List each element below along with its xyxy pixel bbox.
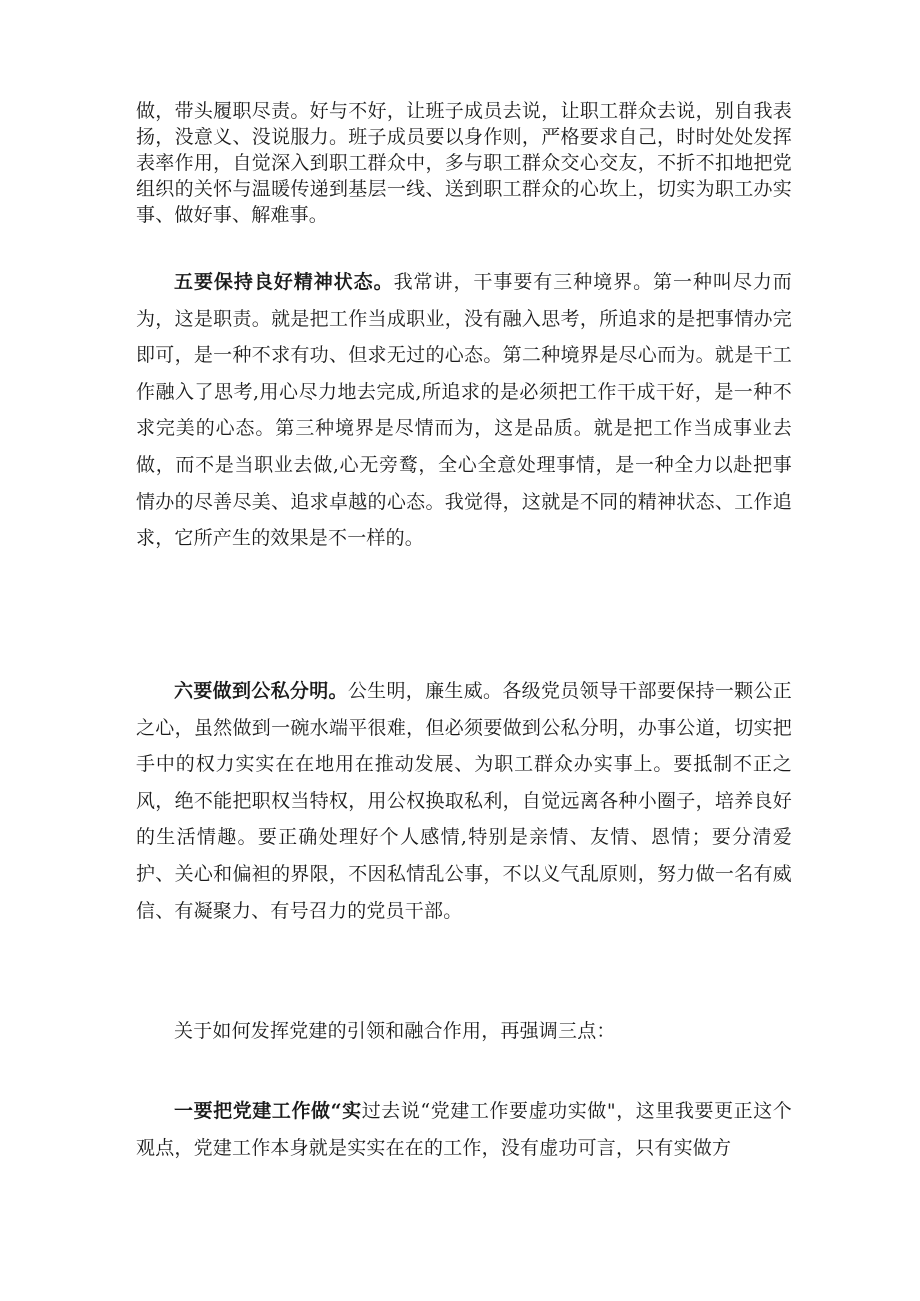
paragraph-text: 公生明，廉生威。各级党员领导干部要保持一颗公正之心，虽然做到一碗水端平很难，但必须要做到公私分明，办事公道，切实把手中的权力实实在在地用在推动发展、为职工群众办实事上。要抵制不正之风，绝不能把职权当特权，用公权换取私利，自觉远离各种小圈子，培养良好的生活情趣。要正确处理好个人感情,特别是亲情、友情、恩情；要分清爱护、关心和偏袒的界限，不因私情乱公事，不以义气乱原则，努力做一名有威信、有凝聚力、有号召力的党员干部。 — [136, 680, 792, 922]
paragraph-heading: 五要保持良好精神状态。 — [174, 271, 394, 293]
paragraph-text: 过去说“党建工作要虚功实做"，这里我要更正这个观点，党建工作本身就是实实在在的工作，没有虚功可言，只有实做方 — [136, 1100, 792, 1159]
paragraph-point-one — [136, 1093, 792, 1166]
paragraph-item-six — [136, 673, 792, 929]
paragraph-item-five — [136, 264, 792, 557]
paragraph-heading: 一要把党建工作做“实 — [174, 1100, 362, 1122]
paragraph-heading: 六要做到公私分明。 — [174, 680, 348, 702]
paragraph-text: 关于如何发挥党建的引领和融合作用，再强调三点： — [174, 1020, 616, 1042]
paragraph-text: 我常讲，干事要有三种境界。第一种叫尽力而为，这是职责。就是把工作当成职业，没有融入思考，所追求的是把事情办完即可，是一种不求有功、但求无过的心态。第二种境界是尽心而为。就是干工作融入了思考,用心尽力地去完成,所追求的是必须把工作干成干好，是一种不求完美的心态。第三种境界是尽情而为，这是品质。就是把工作当成事业去做，而不是当职业去做,心无旁鹜，全心全意处理事情，是一种全力以赴把事情办的尽善尽美、追求卓越的心态。我觉得，这就是不同的精神状态、工作追求，它所产生的效果是不一样的。 — [136, 271, 792, 550]
paragraph-transition — [136, 1013, 792, 1050]
paragraph-continuation — [136, 98, 792, 228]
paragraph-text: 做，带头履职尽责。好与不好，让班子成员去说，让职工群众去说，别自我表扬，没意义、没说服力。班子成员要以身作则，严格要求自己，时时处处发挥表率作用，自觉深入到职工群众中，多与职工群众交心交友，不折不扣地把党组织的关怀与温暖传递到基层一线、送到职工群众的心坎上，切实为职工办实事、做好事、解难事。 — [136, 100, 792, 226]
